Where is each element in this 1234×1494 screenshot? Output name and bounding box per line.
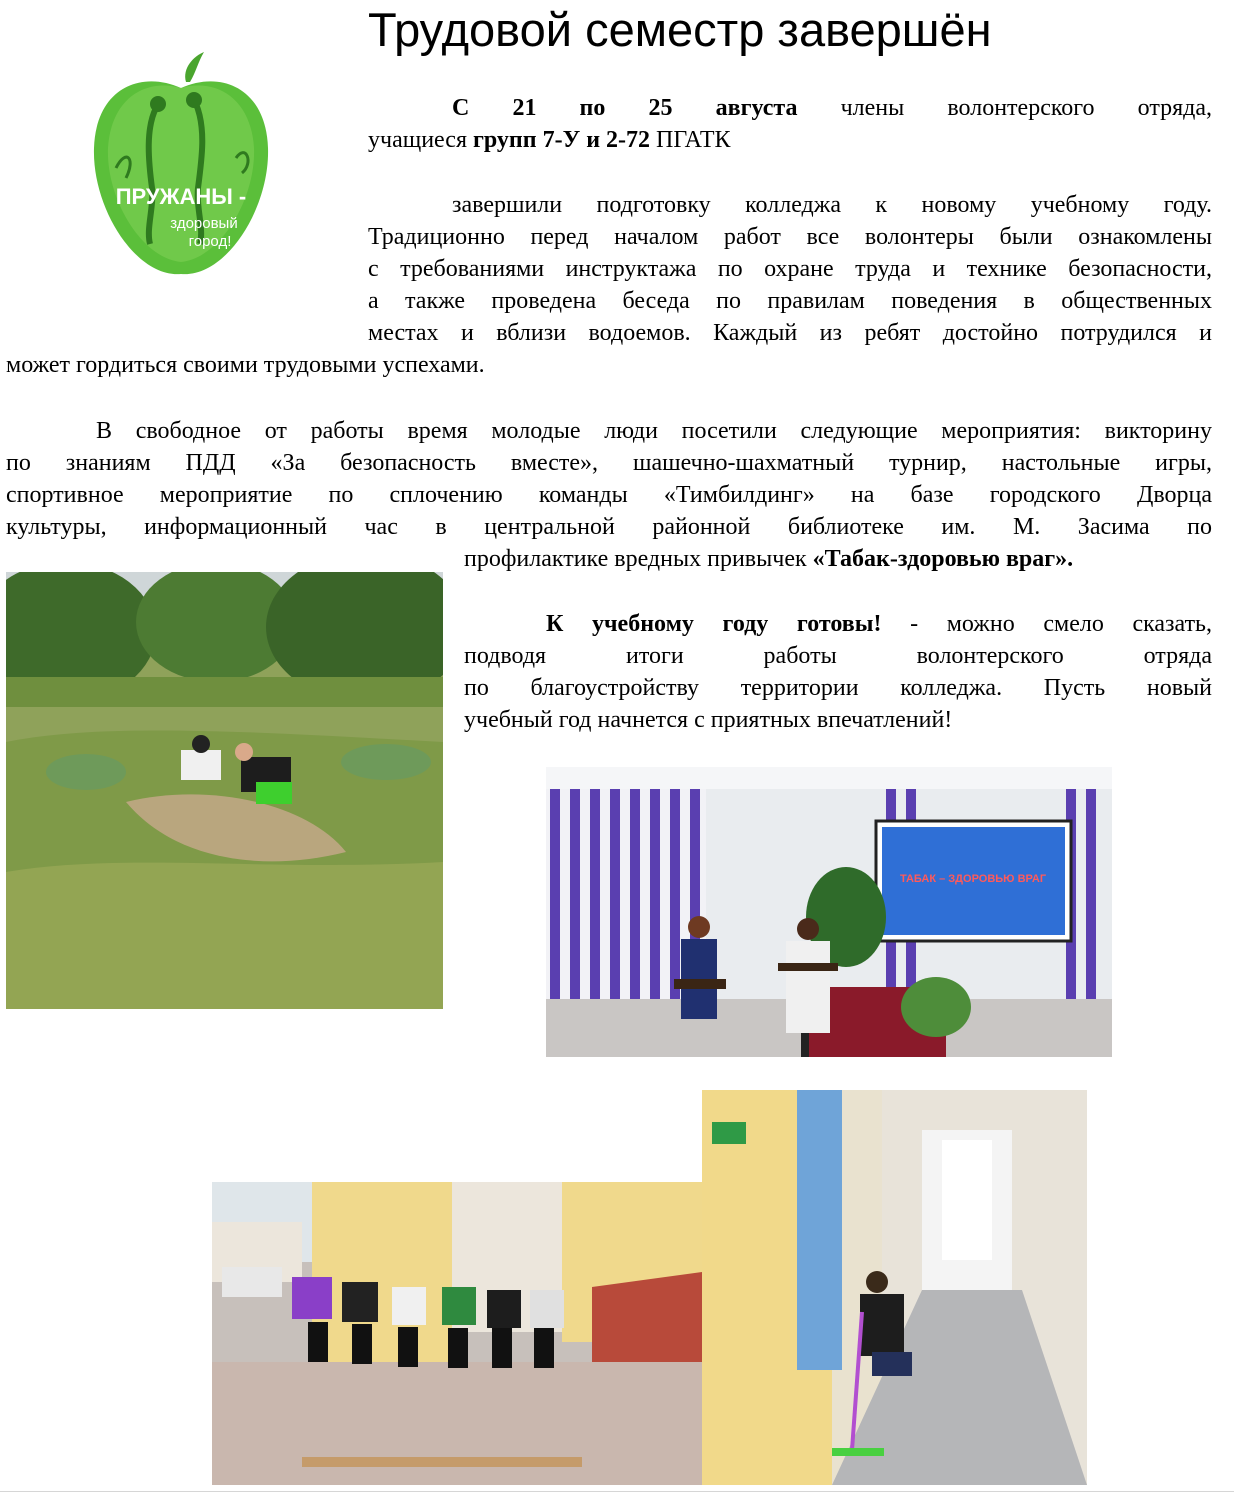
para2-line: В свободное от работы время молодые люди посетили следующие мероприятия: викторину [96, 418, 1212, 444]
intro-date: С 21 по 25 августа [452, 95, 798, 121]
screen-text: ТАБАК – ЗДОРОВЬЮ ВРАГ [899, 873, 1047, 885]
photo-teambuilding [212, 1182, 702, 1485]
para2-bold-title: «Табак-здоровью враг». [812, 546, 1074, 572]
para2-line: профилактике вредных привычек «Табак-здоровью враг». [464, 546, 1074, 572]
intro-groups: групп 7-У и 2-72 [473, 127, 651, 153]
para1-line: Традиционно перед началом работ все волонтеры были ознакомлены [368, 224, 1212, 250]
para1-line: может гордиться своими трудовыми успехами. [6, 352, 485, 378]
para3-line-1: К учебному году готовы! - можно смело сказать, [546, 611, 1212, 637]
photo-corridor-cleaning [702, 1090, 1087, 1485]
page-title: Трудовой семестр завершён [368, 3, 992, 56]
intro-line-1 [368, 92, 1212, 124]
para1-line: завершили подготовку колледжа к новому учебному году. [452, 192, 1212, 218]
para1-line: местах и вблизи водоемов. Каждый из ребят достойно потрудился и [368, 320, 1212, 346]
pruzhany-logo [86, 48, 276, 280]
para2-line: спортивное мероприятие по сплочению команды «Тимбилдинг» на базе городского Дворца [6, 482, 1212, 508]
para3-line: учебный год начнется с приятных впечатлений! [464, 707, 953, 733]
para1-line: с требованиями инструктажа по охране труда и технике безопасности, [368, 256, 1212, 282]
para3-line: подводя итоги работы волонтерского отряда [464, 643, 1212, 669]
para3-line: по благоустройству территории колледжа. Пусть новый [464, 675, 1212, 701]
para3-bold: К учебному году готовы! [546, 611, 882, 637]
logo-text-line1: ПРУЖАНЫ - [115, 184, 247, 209]
intro-line-2: учащиеся групп 7-У и 2-72 ПГАТК [368, 127, 731, 153]
photo-garden-work [6, 572, 443, 1009]
para2-line: культуры, информационный час в центральной районной библиотеке им. М. Засима по [6, 514, 1212, 540]
photo-lecture-hall [546, 767, 1112, 1057]
logo-text-line3: город! [188, 233, 232, 250]
intro-rest: члены волонтерского отряда, [797, 95, 1213, 121]
logo-text-line2: здоровый [170, 215, 238, 232]
para1-line: а также проведена беседа по правилам поведения в общественных [368, 288, 1212, 314]
para2-line: по знаниям ПДД «За безопасность вместе», шашечно-шахматный турнир, настольные игры, [6, 450, 1212, 476]
page-bottom-rule [0, 1491, 1234, 1492]
